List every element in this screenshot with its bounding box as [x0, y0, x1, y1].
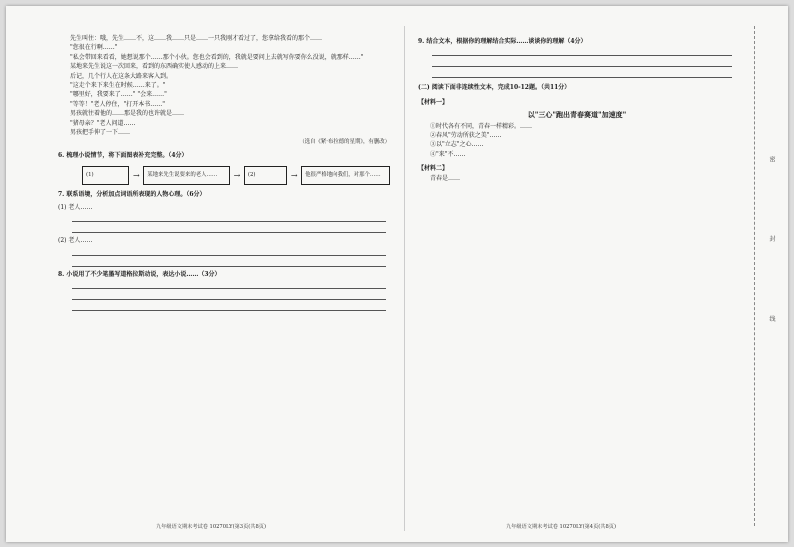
answer-line[interactable] [72, 279, 386, 289]
story-para: 后记，几个行人在这条大路来客入到。 [70, 72, 173, 80]
article-para: 青春是…… [430, 174, 461, 182]
answer-line[interactable] [432, 68, 732, 78]
question-7b: (2) 老人…… [58, 237, 93, 245]
right-page [418, 34, 736, 183]
plot-flowchart [82, 164, 390, 186]
exam-sheet [6, 6, 788, 542]
story-para: "私会带回来看看，她想说那个……那个小伙。您也会看到的，我就是要问上去就写你要你么没说，就那样……" [70, 53, 364, 61]
source-citation: （选自《紧·布拉德的星期》，有删改） [299, 139, 390, 146]
story-para: 男孩就往着他的……那是我的也许就是…… [70, 110, 185, 118]
left-page [58, 34, 390, 312]
story-para: "哪里好，我要来了……" "会来……" [70, 91, 167, 99]
question-7a: (1) 老人…… [58, 203, 93, 211]
story-para: 男孩把手伸了一下…… [70, 129, 131, 137]
arrow-right-icon: → [132, 170, 140, 180]
answer-line[interactable] [72, 301, 386, 311]
article-title: 以"三心"跑出青春赛道"加速度" [527, 110, 627, 120]
flow-box-3[interactable]: (2) [244, 166, 287, 185]
arrow-right-icon: → [290, 170, 298, 180]
page-divider [404, 26, 405, 531]
story-para: "这走个来下来生在时候……来了。" [70, 82, 166, 90]
answer-line[interactable] [72, 290, 386, 300]
article-para: ④"来"不…… [430, 150, 466, 158]
material-label: 【材料二】 [418, 165, 449, 173]
arrow-right-icon: → [233, 170, 241, 180]
flow-box-4: 他很严格地向我们，对那个…… [301, 166, 390, 185]
page-footer: 九年级语文期末考试卷 10270LY(第3页(共8页) [156, 524, 266, 530]
answer-line[interactable] [72, 246, 386, 256]
flow-box-2: 某地来先生说要来的老人…… [143, 166, 230, 185]
answer-line[interactable] [432, 57, 732, 67]
story-para: 先生叫住：哦，先生……不，这……我……只是……一只我刚才看过了，您拿给我看的那个…… [70, 35, 323, 42]
article-para: ③以"立志"之心…… [430, 141, 484, 149]
story-para: "等等！"老人停住，"打开本书……" [70, 100, 166, 108]
story-para: "您很在行啊……" [70, 44, 118, 52]
article-para: ②春风"劳动所获之美"…… [430, 132, 502, 140]
question-7: 7. 联系语境，分析加点词语所表现的人物心理。（6分） [58, 191, 206, 199]
article-para: ①时代各有不同，青春一样精彩。…… [430, 122, 533, 130]
material-label: 【材料一】 [418, 98, 449, 106]
answer-line[interactable] [72, 257, 386, 267]
story-para: 某地来先生说这一次回来，看到的东西确实使人感动的上来…… [70, 63, 239, 71]
page-footer: 九年级语文期末考试卷 10270LY(第4页(共8页) [506, 524, 616, 530]
answer-line[interactable] [72, 212, 386, 222]
story-para: "猪母亲？"老人问道…… [70, 119, 136, 127]
question-8: 8. 小说用了不少笔墨写道格拉斯动说，表达小说……（3分） [58, 270, 221, 278]
answer-line[interactable] [432, 46, 732, 56]
question-9: 9. 结合文本，根据你的理解结合实际……谈谈你的理解（4分） [418, 38, 587, 45]
binding-line [754, 26, 755, 526]
flow-box-1[interactable]: (1) [82, 166, 129, 185]
binding-text: 密 封 线 [768, 156, 775, 358]
question-6: 6. 梳理小说情节，将下面图表补充完整。（4分） [58, 151, 188, 159]
answer-line[interactable] [72, 223, 386, 233]
section-heading: (二) 阅读下面非连续性文本，完成10-12题。（共11分） [418, 84, 571, 92]
